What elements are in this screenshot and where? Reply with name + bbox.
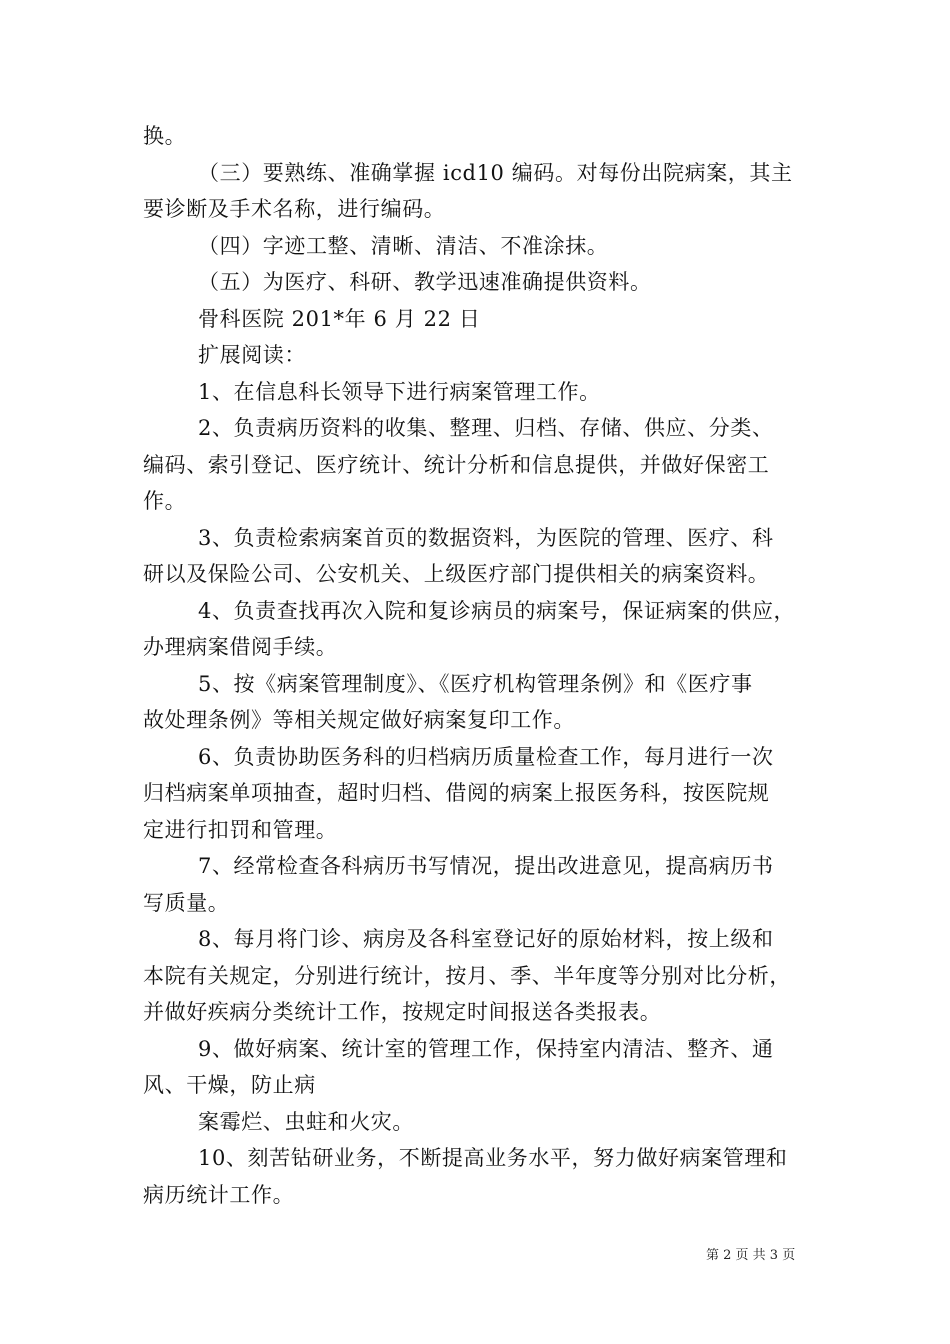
text-line: 3、负责检索病案首页的数据资料，为医院的管理、医疗、科	[198, 526, 774, 550]
text-line: 9、做好病案、统计室的管理工作，保持室内清洁、整齐、通	[198, 1037, 774, 1061]
text-line: 办理病案借阅手续。	[143, 635, 338, 659]
text-line: 扩展阅读：	[198, 343, 306, 367]
text-line: （四）字迹工整、清晰、清洁、不准涂抹。	[198, 234, 609, 258]
text-line: 10、刻苦钻研业务，不断提高业务水平，努力做好病案管理和	[198, 1146, 788, 1170]
text-line: 写质量。	[143, 891, 230, 915]
text-line: 换。	[143, 124, 187, 148]
text-line: 病历统计工作。	[143, 1183, 295, 1207]
text-line: 风、干燥，防止病	[143, 1073, 316, 1097]
text-line: 本院有关规定，分别进行统计，按月、季、半年度等分别对比分析，	[143, 964, 791, 988]
text-line: 4、负责查找再次入院和复诊病员的病案号，保证病案的供应，	[198, 599, 796, 623]
text-line: 1、在信息科长领导下进行病案管理工作。	[198, 380, 601, 404]
text-line: 2、负责病历资料的收集、整理、归档、存储、供应、分类、	[198, 416, 774, 440]
text-line: 8、每月将门诊、病房及各科室登记好的原始材料，按上级和	[198, 927, 774, 951]
text-line: 编码、索引登记、医疗统计、统计分析和信息提供，并做好保密工	[143, 453, 770, 477]
text-line: 6、负责协助医务科的归档病历质量检查工作，每月进行一次	[198, 745, 774, 769]
text-line: 定进行扣罚和管理。	[143, 818, 338, 842]
text-line: 归档病案单项抽查，超时归档、借阅的病案上报医务科，按医院规	[143, 781, 770, 805]
text-line: 案霉烂、虫蛀和火灾。	[198, 1110, 414, 1134]
text-line: 要诊断及手术名称，进行编码。	[143, 197, 446, 221]
text-line: 研以及保险公司、公安机关、上级医疗部门提供相关的病案资料。	[143, 562, 770, 586]
text-line: 并做好疾病分类统计工作，按规定时间报送各类报表。	[143, 1000, 662, 1024]
text-line: （五）为医疗、科研、教学迅速准确提供资料。	[198, 270, 652, 294]
text-line: 骨科医院 201*年 6 月 22 日	[198, 307, 481, 331]
text-line: （三）要熟练、准确掌握 icd10 编码。对每份出院病案，其主	[198, 161, 793, 185]
page-number-footer: 第 2 页 共 3 页	[706, 1248, 796, 1263]
text-line: 5、按《病案管理制度》、《医疗机构管理条例》和《医疗事	[198, 672, 753, 696]
text-line: 故处理条例》等相关规定做好病案复印工作。	[143, 708, 575, 732]
text-line: 作。	[143, 489, 187, 513]
text-line: 7、经常检查各科病历书写情况，提出改进意见，提高病历书	[198, 854, 774, 878]
